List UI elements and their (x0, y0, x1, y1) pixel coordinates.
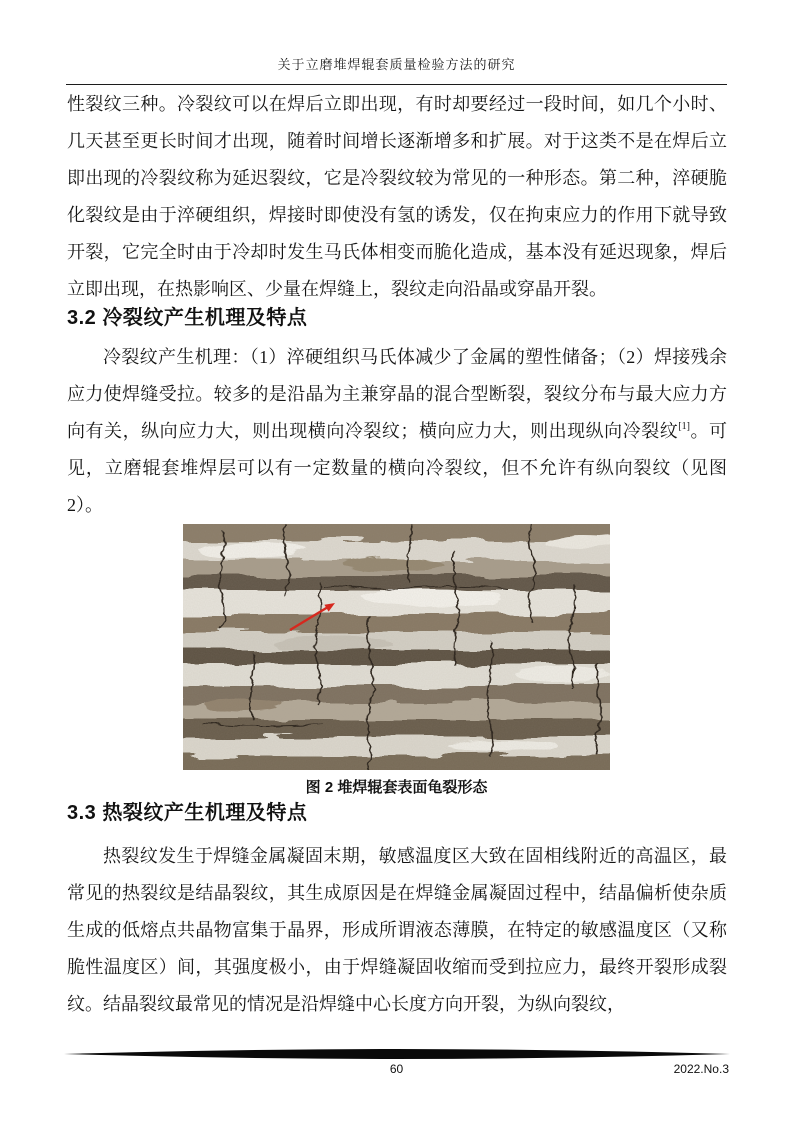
paragraph-hot-crack-mechanism: 热裂纹发生于焊缝金属凝固末期，敏感温度区大致在固相线附近的高温区，最常见的热裂纹是结晶裂纹，其生成原因是在焊缝金属凝固过程中，结晶偏析使杂质生成的低熔点共晶物富集于晶界，形成所谓液态薄膜，在特定的敏感温度区（又称脆性温度区）间，其强度极小，由于焊缝凝固收缩而受到拉应力，最终开裂形成裂纹。结晶裂纹最常见的情况是沿焊缝中心长度方向开裂，为纵向裂纹， (67, 846, 727, 1014)
page-number: 60 (389, 1062, 404, 1076)
paragraph-text-before-ref: 冷裂纹产生机理：（1）淬硬组织马氏体减少了金属的塑性储备；（2）焊接残余应力使焊缝受拉。较多的是沿晶为主兼穿晶的混合型断裂，裂纹分布与最大应力方向有关，纵向应力大，则出现横向冷裂纹；横向应力大，则出现纵向冷裂纹 (67, 347, 727, 441)
citation-ref-1: [1] (678, 421, 690, 432)
paragraph-cold-crack-types: 性裂纹三种。冷裂纹可以在焊后立即出现，有时却要经过一段时间，如几个小时、几天甚至更长时间才出现，随着时间增长逐渐增多和扩展。对于这类不是在焊后立即出现的冷裂纹称为延迟裂纹，它是冷裂纹较为常见的一种形态。第二种，淬硬脆化裂纹是由于淬硬组织，焊接时即使没有氢的诱发，仅在拘束应力的作用下就导致开裂，它完全时由于冷却时发生马氏体相变而脆化造成，基本没有延迟现象，焊后立即出现，在热影响区、少量在焊缝上，裂纹走向沿晶或穿晶开裂。 (67, 94, 727, 299)
section-heading-3-2: 3.2 冷裂纹产生机理及特点 (67, 307, 308, 329)
paragraph-text-after-ref: 。可见，立磨辊套堆焊层可以有一定数量的横向冷裂纹，但不允许有纵向裂纹（见图 2）。 (67, 421, 728, 515)
header-divider (66, 84, 727, 85)
journal-issue: 2022.No.3 (673, 1062, 729, 1076)
footer-rule (64, 1048, 730, 1060)
roller-surface-photo (183, 524, 610, 770)
section-heading-3-3: 3.3 热裂纹产生机理及特点 (67, 802, 308, 824)
footer-rule-shape (64, 1048, 730, 1060)
paragraph-cold-crack-mechanism (67, 339, 727, 524)
figure-2-caption: 图 2 堆焊辊套表面龟裂形态 (305, 779, 488, 796)
figure-2-photo (183, 524, 610, 770)
running-header-title: 关于立磨堆焊辊套质量检验方法的研究 (277, 57, 516, 72)
